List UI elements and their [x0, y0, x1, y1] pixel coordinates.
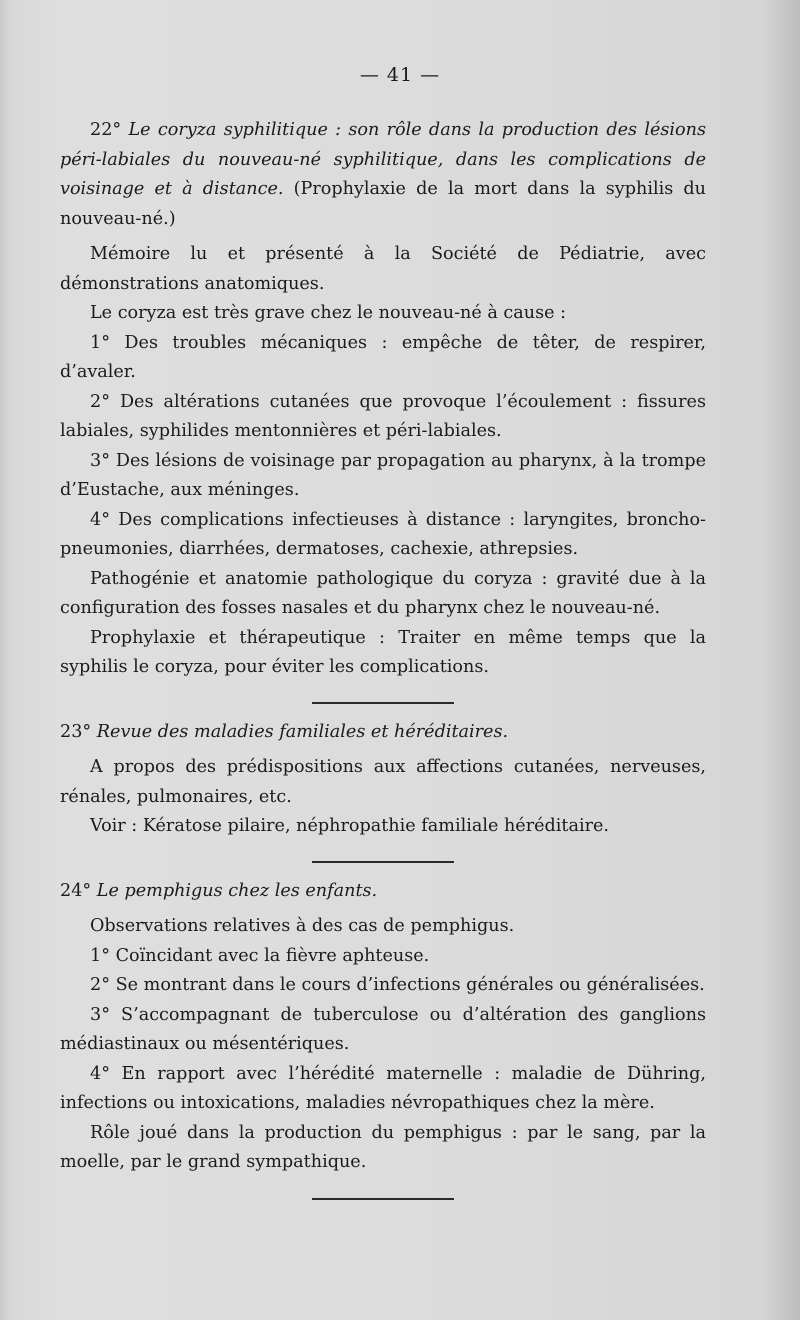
page-body [60, 116, 706, 1200]
section-23-title: Revue des maladies familiales et héréditaires. [96, 721, 509, 742]
section-24-paragraph: 3° S’accompagnant de tuberculose ou d’altération des ganglions médiastinaux ou mésentériques. [60, 1004, 706, 1054]
section-22-paragraph: Mémoire lu et présenté à la Société de Pédiatrie, avec démonstrations anatomiques. [60, 244, 706, 294]
section-22-paragraph: Le coryza est très grave chez le nouveau-né à cause : [90, 303, 567, 323]
section-24-paragraph: 2° Se montrant dans le cours d’infections générales ou généralisées. [90, 975, 705, 995]
section-22-paragraph: 2° Des altérations cutanées que provoque l’écoulement : fissures labiales, syphilides mentonnières et péri-labiales. [60, 391, 706, 441]
section-22-title: Le coryza syphilitique : son rôle dans la production des lésions péri-labiales du nouveau-né syphilitique, dans les complications de voisinage et à distance. [60, 120, 706, 199]
section-24-paragraph: 4° En rapport avec l’hérédité maternelle : maladie de Dühring, infections ou intoxications, maladies névropathiques chez la mère. [60, 1063, 706, 1113]
section-24-title: Le pemphigus chez les enfants. [96, 880, 378, 901]
section-22-paragraph: 3° Des lésions de voisinage par propagation au pharynx, à la trompe d’Eustache, aux méninges. [60, 450, 706, 500]
section-22-number: 22° [90, 120, 122, 140]
section-22-paragraph: 1° Des troubles mécaniques : empêche de têter, de respirer, d’avaler. [60, 332, 706, 382]
page-number: — 41 — [359, 64, 441, 86]
section-24-paragraph: Rôle joué dans la production du pemphigus : par le sang, par la moelle, par le grand sympathique. [60, 1122, 706, 1172]
section-divider [312, 1198, 454, 1200]
section-22-paragraph: 4° Des complications infectieuses à distance : laryngites, broncho-pneumonies, diarrhées, dermatoses, cachexie, athrepsies. [60, 509, 706, 559]
section-22-heading [60, 116, 706, 234]
section-23-paragraph: A propos des prédispositions aux affections cutanées, nerveuses, rénales, pulmonaires, etc. [60, 757, 706, 807]
section-24-heading [60, 877, 706, 907]
section-divider [312, 861, 454, 863]
section-23-number: 23° [60, 721, 92, 742]
section-22-paragraph: Prophylaxie et thérapeutique : Traiter en même temps que la syphilis le coryza, pour éviter les complications. [60, 627, 706, 677]
section-24-paragraph: 1° Coïncidant avec la fièvre aphteuse. [90, 945, 430, 966]
section-24-paragraph: Observations relatives à des cas de pemphigus. [90, 916, 515, 936]
section-divider [312, 702, 454, 704]
section-23-paragraph: Voir : Kératose pilaire, néphropathie familiale héréditaire. [90, 816, 610, 836]
section-22-paragraph: Pathogénie et anatomie pathologique du coryza : gravité due à la configuration des fosses nasales et du pharynx chez le nouveau-né. [60, 568, 706, 618]
section-22-title-note: (Prophylaxie de la mort dans la syphilis du nouveau-né.) [60, 179, 706, 229]
section-24-number: 24° [60, 880, 92, 901]
section-23-heading [60, 718, 706, 748]
